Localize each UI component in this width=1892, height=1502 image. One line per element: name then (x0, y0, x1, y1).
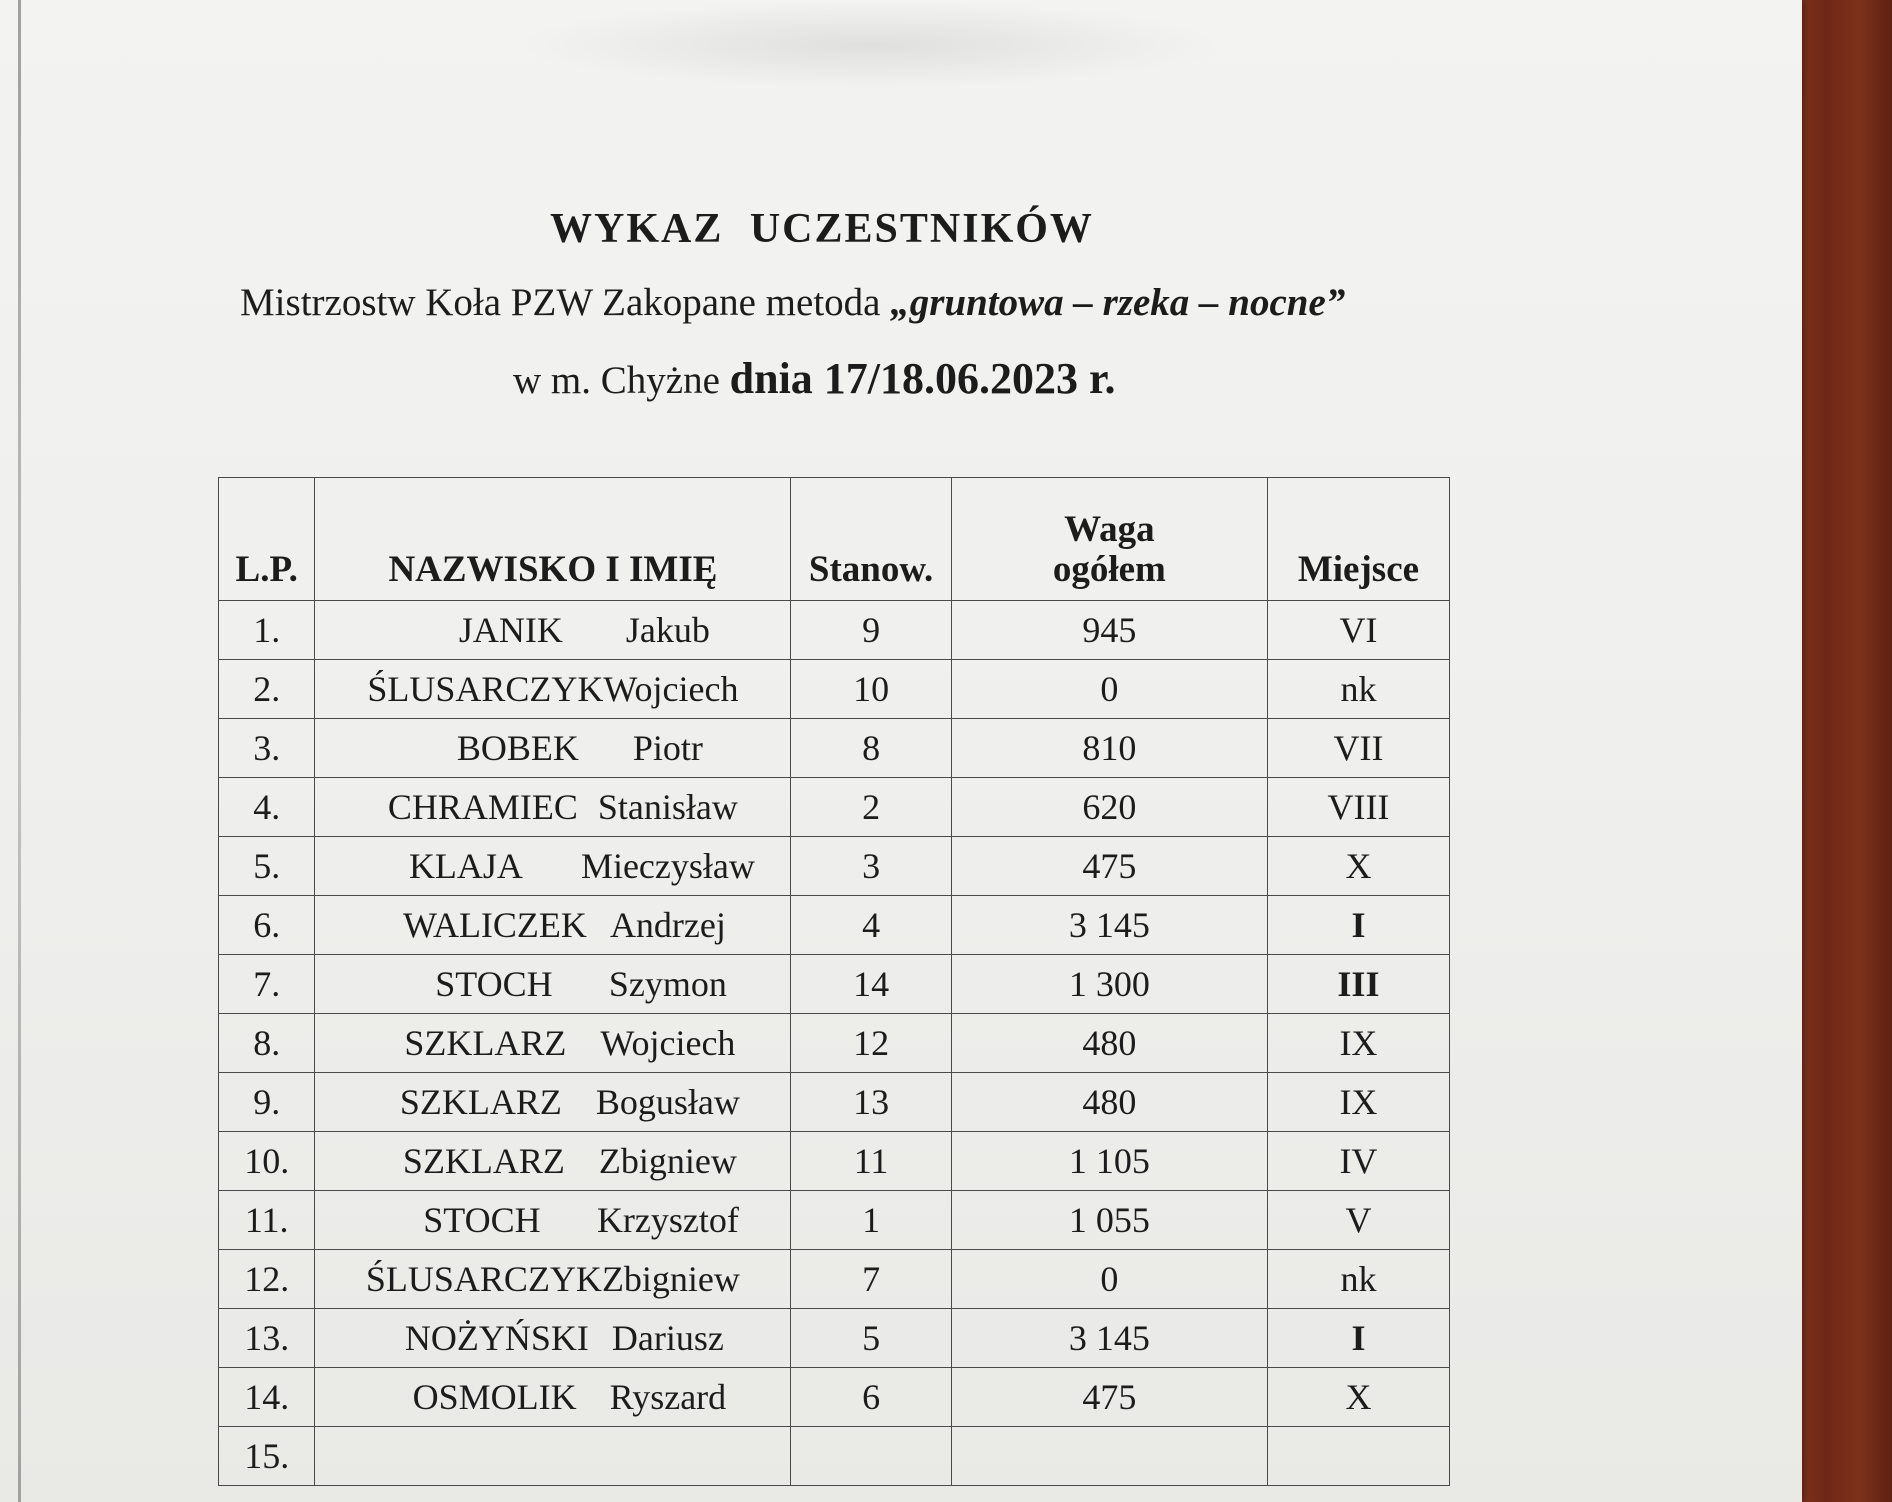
cell-name (315, 1132, 791, 1191)
cell-name (315, 778, 791, 837)
cell-name (315, 1368, 791, 1427)
cell-name (315, 1427, 791, 1486)
cell-miejsce: V (1267, 1191, 1449, 1250)
table-row (219, 1073, 1450, 1132)
paper-shadow (520, 0, 1220, 90)
firstname: Wojciech (600, 1023, 736, 1063)
document-title: WYKAZ UCZESTNIKÓW (550, 206, 1094, 252)
table-row (219, 1309, 1450, 1368)
cell-miejsce: I (1267, 1309, 1449, 1368)
header-name: NAZWISKO I IMIĘ (315, 478, 791, 601)
cell-stanowisko: 4 (791, 896, 951, 955)
firstname: Krzysztof (596, 1200, 739, 1240)
surname: STOCH (423, 1200, 541, 1240)
firstname: Mieczysław (580, 846, 755, 886)
document-subtitle (240, 280, 1345, 325)
header-waga (951, 478, 1267, 601)
header-lp: L.P. (219, 478, 315, 601)
table-row (219, 778, 1450, 837)
cell-miejsce: IX (1267, 1014, 1449, 1073)
cell-miejsce (1267, 1427, 1449, 1486)
cell-stanowisko (791, 1427, 951, 1486)
cell-stanowisko: 14 (791, 955, 951, 1014)
firstname: Zbigniew (601, 1259, 740, 1299)
cell-waga: 3 145 (951, 1309, 1267, 1368)
surname: OSMOLIK (412, 1377, 577, 1417)
paper-fold-edge (18, 0, 21, 1502)
header-stanowisko: Stanow. (791, 478, 951, 601)
table-row (219, 1014, 1450, 1073)
subtitle-prefix: Mistrzostw Koła PZW Zakopane metoda (240, 281, 891, 324)
cell-name (315, 1014, 791, 1073)
table-row (219, 601, 1450, 660)
table-row (219, 1427, 1450, 1486)
cell-miejsce: VII (1267, 719, 1449, 778)
surname: KLAJA (408, 846, 523, 886)
place-prefix: w m. Chyżne (513, 359, 730, 402)
event-date: dnia 17/18.06.2023 r. (729, 354, 1116, 403)
surname: JANIK (458, 610, 563, 650)
firstname: Ryszard (609, 1377, 727, 1417)
table-row (219, 1250, 1450, 1309)
firstname: Szymon (608, 964, 727, 1004)
cell-name (315, 896, 791, 955)
cell-stanowisko: 11 (791, 1132, 951, 1191)
cell-miejsce: I (1267, 896, 1449, 955)
cell-lp: 15. (219, 1427, 315, 1486)
cell-lp: 4. (219, 778, 315, 837)
cell-stanowisko: 5 (791, 1309, 951, 1368)
cell-name (315, 601, 791, 660)
document-place-date (513, 353, 1116, 404)
cell-lp: 12. (219, 1250, 315, 1309)
cell-lp: 11. (219, 1191, 315, 1250)
cell-stanowisko: 7 (791, 1250, 951, 1309)
surname: BOBEK (456, 728, 579, 768)
surname: SZKLARZ (402, 1141, 565, 1181)
table-row (219, 1132, 1450, 1191)
cell-waga: 3 145 (951, 896, 1267, 955)
cell-lp: 9. (219, 1073, 315, 1132)
cell-waga: 620 (951, 778, 1267, 837)
cell-miejsce: VIII (1267, 778, 1449, 837)
cell-stanowisko: 2 (791, 778, 951, 837)
cell-lp: 2. (219, 660, 315, 719)
cell-waga (951, 1427, 1267, 1486)
firstname: Jakub (625, 610, 710, 650)
table-row (219, 660, 1450, 719)
table-row (219, 896, 1450, 955)
cell-waga: 945 (951, 601, 1267, 660)
cell-lp: 3. (219, 719, 315, 778)
cell-lp: 6. (219, 896, 315, 955)
firstname: Wojciech (603, 669, 739, 709)
cell-lp: 10. (219, 1132, 315, 1191)
surname: SZKLARZ (404, 1023, 567, 1063)
cell-stanowisko: 13 (791, 1073, 951, 1132)
cell-waga: 1 300 (951, 955, 1267, 1014)
cell-waga: 0 (951, 1250, 1267, 1309)
cell-waga: 1 105 (951, 1132, 1267, 1191)
cell-stanowisko: 1 (791, 1191, 951, 1250)
table-row (219, 1368, 1450, 1427)
surname: STOCH (435, 964, 553, 1004)
cell-miejsce: III (1267, 955, 1449, 1014)
cell-lp: 1. (219, 601, 315, 660)
cell-waga: 475 (951, 837, 1267, 896)
cell-name (315, 660, 791, 719)
cell-waga: 480 (951, 1073, 1267, 1132)
table-row (219, 955, 1450, 1014)
cell-name (315, 955, 791, 1014)
cell-miejsce: X (1267, 837, 1449, 896)
surname: ŚLUSARCZYK (367, 669, 604, 709)
cell-lp: 13. (219, 1309, 315, 1368)
cell-waga: 480 (951, 1014, 1267, 1073)
cell-stanowisko: 12 (791, 1014, 951, 1073)
surname: CHRAMIEC (387, 787, 578, 827)
firstname: Zbigniew (598, 1141, 737, 1181)
table-row (219, 1191, 1450, 1250)
cell-name (315, 719, 791, 778)
cell-miejsce: nk (1267, 1250, 1449, 1309)
header-waga-label: Waga ogółem (1052, 509, 1166, 590)
cell-waga: 0 (951, 660, 1267, 719)
cell-stanowisko: 6 (791, 1368, 951, 1427)
cell-stanowisko: 8 (791, 719, 951, 778)
cell-miejsce: IV (1267, 1132, 1449, 1191)
table-header-row (219, 478, 1450, 601)
surname: NOŻYŃSKI (404, 1318, 589, 1358)
cell-waga: 475 (951, 1368, 1267, 1427)
cell-name (315, 1309, 791, 1368)
cell-name (315, 1191, 791, 1250)
surname: ŚLUSARCZYK (365, 1259, 602, 1299)
firstname: Stanisław (597, 787, 738, 827)
cell-stanowisko: 3 (791, 837, 951, 896)
subtitle-method: „gruntowa – rzeka – nocne” (890, 281, 1346, 324)
table-body (219, 601, 1450, 1486)
cell-lp: 7. (219, 955, 315, 1014)
firstname: Bogusław (595, 1082, 740, 1122)
surname: SZKLARZ (399, 1082, 562, 1122)
cell-miejsce: VI (1267, 601, 1449, 660)
cell-miejsce: IX (1267, 1073, 1449, 1132)
firstname: Andrzej (609, 905, 726, 945)
cell-waga: 1 055 (951, 1191, 1267, 1250)
cell-stanowisko: 9 (791, 601, 951, 660)
table-row (219, 719, 1450, 778)
cell-name (315, 1073, 791, 1132)
header-miejsce: Miejsce (1267, 478, 1449, 601)
cell-miejsce: nk (1267, 660, 1449, 719)
participants-table (218, 477, 1450, 1486)
cell-name (315, 1250, 791, 1309)
table-row (219, 837, 1450, 896)
cell-name (315, 837, 791, 896)
firstname: Piotr (632, 728, 703, 768)
cell-lp: 5. (219, 837, 315, 896)
cell-waga: 810 (951, 719, 1267, 778)
cell-stanowisko: 10 (791, 660, 951, 719)
surname: WALICZEK (402, 905, 587, 945)
firstname: Dariusz (611, 1318, 724, 1358)
cell-miejsce: X (1267, 1368, 1449, 1427)
cell-lp: 8. (219, 1014, 315, 1073)
cell-lp: 14. (219, 1368, 315, 1427)
